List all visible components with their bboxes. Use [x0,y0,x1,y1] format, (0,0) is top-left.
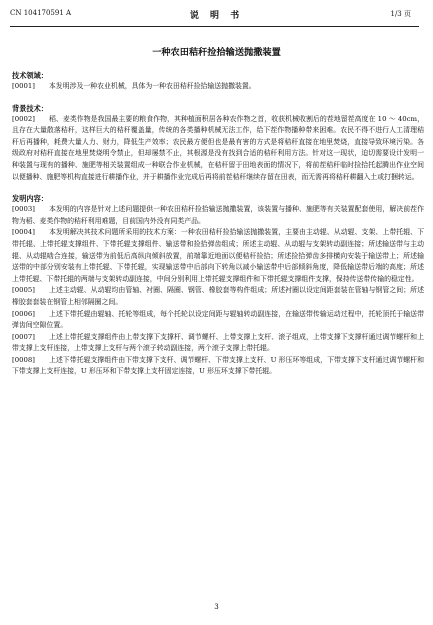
section-heading-summary: 发明内容： [12,194,48,204]
paragraph-text: 上述下带托辊支撑组件由下带支撑下支杆、调节螺杆、下带支撑上支杆、U 形压环等组成，下带支撑下支杆通过调节螺杆和下带支撑上支杆连接，U 形压环和下带支撑上支杆固定连接，U 形压环支撑下带托辊。 [12,355,424,376]
paragraph-number: [0002] [12,114,35,123]
paragraph-text: 上述上带托辊支撑组件由上带支撑下支撑杆、调节螺杆、上带支撑上支杆、滚子组成，上带支撑下支撑杆通过调节螺杆和上带支撑上支杆连接，上带支撑上支杆与两个滚子转动副连接，两个滚子支撑上带托辊。 [12,332,424,353]
paragraph-text: 稻、麦类作物是我国最主要的粮食作物，其种植面积居各种农作物之首，收获机械收割后的茬地留茬高度在 10 ～ 40cm，且存在大量散落秸秆，这样巨大的秸秆覆盖量，传统的各类播种机械无法工作，给下茬作物播种带来困难。农民不得不进行人工清理秸秆后再播种，耗费大量人力、财力，降低生产效率；农民最方便但也是最有害的方式是将秸秆直接在地里焚烧，直接导致环境污染。各级政府对秸秆直接在地里焚烧明令禁止，但却屡禁不止，其根源是没有找到合适的秸秆利用方法。针对这一现状，迫切需要设计发明一种装置与现有的播种、施肥等相关装置组成一种联合作业机械，在秸秆留于田地表面的情况下，将前茬秸秆临时捡拾托起腾出作业空间以便播种、施肥等机构直接进行耕播作业，并于耕播作业完成后再将前茬秸秆继续存留在田表，而无需再将秸秆耕翻入土或打捆转运。 [12,114,424,181]
paragraph-number: [0008] [12,355,35,364]
paragraph [12,332,424,355]
paragraph-text: 上述主动辊、从动辊均由管轴、衬圈、隔圈、钢管、橡胶套等构件组成；所述衬圈以设定间距套装在管轴与钢管之间；所述橡胶套套装在钢管上相邻隔圈之间。 [12,286,424,306]
paragraph-text: 本发明解决其技术问题所采用的技术方案：一种农田秸秆捡拾输送抛撒装置，主要由主动辊、从动辊、支架、上带托辊、下带托辊、上带托辊支撑组件、下带托辊支撑组件、输送带和捡拾弹齿组成；所述主动辊、从动辊与支架转动副连接；所述输送带与主动辊、从动辊啮合连接，输送带为前低后高纵向倾斜放置，前端靠近地面以便秸秆捡拾；所述捡拾弹齿多排横向安装于输送带上；所述输送带的中部分别安装有上带托辊、下带托辊，实现输送带中后部向下转角以减小输送带中后部倾斜角度，降低输送带后端的高度；所述上带托辊、下带托辊的两端与支架转动副连接，中间分别利用上带托辊支撑组件和下带托辊支撑组件支撑，保持传送带传输的稳定性。 [12,228,424,283]
paragraph [12,204,424,227]
section-heading-background: 背景技术： [12,103,48,113]
paragraph-number: [0006] [12,309,35,318]
page-indicator: 1/3 页 [390,10,411,18]
paragraph-text: 上述下带托辊由辊轴、托轮等组成，每个托轮以设定间距与辊轴转动副连接，在输送带传输运动过程中，托轮顶托于输送带弹齿间空隙位置。 [12,309,424,330]
paragraph-number: [0005] [12,286,35,295]
paragraph-number: [0004] [12,228,35,237]
paragraph [12,285,424,308]
header-divider [10,26,419,27]
paragraph-number: [0007] [12,332,35,341]
page-number: 3 [214,603,219,611]
paragraph-text: 本发明涉及一种农业机械，具体为一种农田秸秆捡拾输送抛撒装置。 [48,82,256,90]
paragraph [12,309,424,332]
document-title: 一种农田秸秆捡拾输送抛撒装置 [152,47,281,58]
paragraph-text: 本发明的内容是针对上述问题提供一种农田秸秆捡拾输送抛撒装置，该装置与播种、施肥等有关装置配套使用，解决前茬作物为稻、麦类作物的秸秆利用难题，目前国内外没有同类产品。 [12,205,424,225]
paragraph [12,114,424,184]
paragraph [12,227,424,285]
document-type: 说 明 书 [189,11,244,21]
paragraph [12,81,424,93]
paragraph [12,355,424,378]
section-heading-technical-field: 技术领域： [12,71,48,80]
document-body [12,70,424,378]
paragraph-number: [0001] [12,82,35,90]
paragraph-number: [0003] [12,205,35,214]
patent-number: CN 104170591 A [10,9,72,17]
